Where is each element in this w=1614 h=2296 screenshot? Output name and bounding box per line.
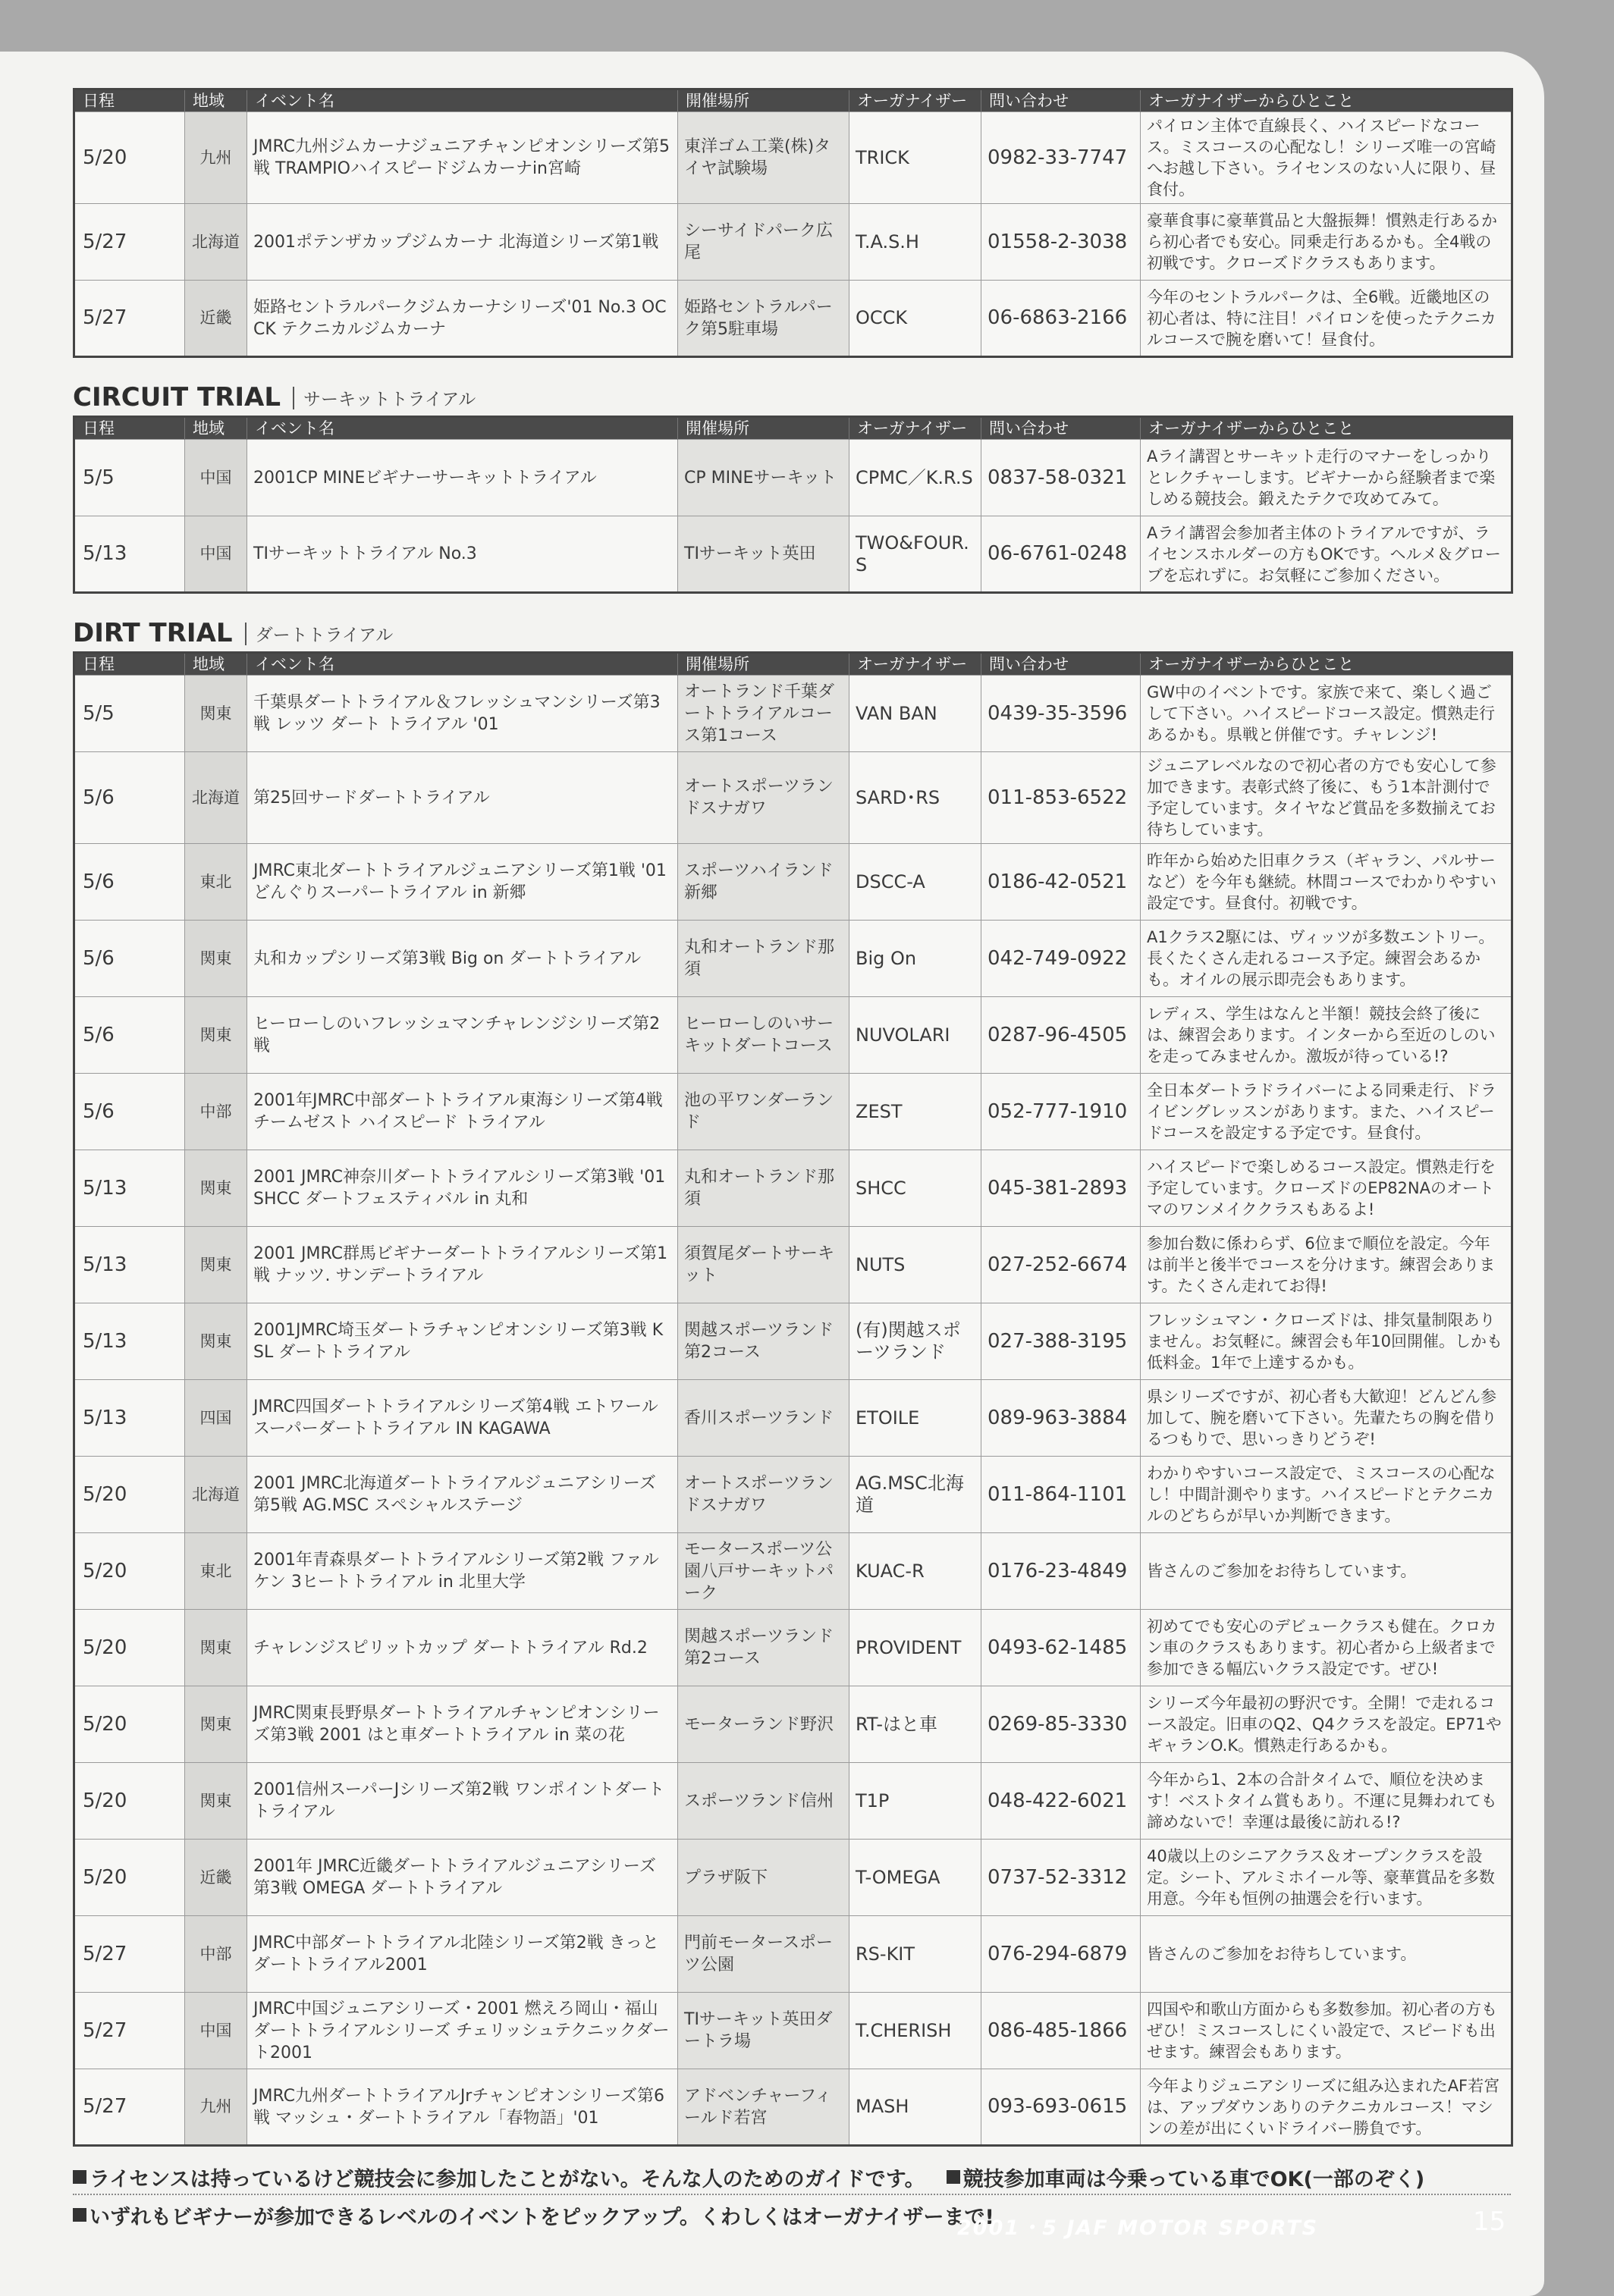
date-cell: 5/5 — [74, 676, 185, 752]
table-row — [74, 281, 1512, 357]
message-cell: 今年よりジュニアシリーズに組み込まれたAF若宮は、アップダウンありのテクニカルコース！マシンの差が出にくいドライバー勝負です。 — [1141, 2069, 1512, 2146]
organizer-cell: TRICK — [849, 112, 981, 204]
organizer-cell: ETOILE — [849, 1380, 981, 1457]
section-subtitle: サーキットトライアル — [303, 390, 476, 409]
message-cell: 皆さんのご参加をお待ちしています。 — [1141, 1533, 1512, 1610]
contact-cell: 0186-42-0521 — [981, 844, 1141, 921]
message-cell: 全日本ダートラドライバーによる同乗走行、ドライビングレッスンがあります。また、ハイスピードコースを設定する予定です。昼食付。 — [1141, 1074, 1512, 1150]
event-name-cell: 2001JMRC埼玉ダートラチャンピオンシリーズ第3戦 KSL ダートトライアル — [247, 1303, 678, 1380]
message-cell: ハイスピードで楽しめるコース設定。慣熟走行を予定しています。クローズドのEP82NAのオートマのワンメイククラスもあるよ! — [1141, 1150, 1512, 1227]
table-row — [74, 1303, 1512, 1380]
date-cell: 5/13 — [74, 1303, 185, 1380]
event-name-cell: 2001年JMRC中部ダートトライアル東海シリーズ第4戦 チームゼスト ハイスピード トライアル — [247, 1074, 678, 1150]
area-cell: 関東 — [185, 921, 247, 997]
col-area-header: 地域 — [185, 89, 247, 112]
message-cell: Aライ講習とサーキット走行のマナーをしっかりとレクチャーします。ビギナーから経験者まで楽しめる競技会。鍛えたテクで攻めてみて。 — [1141, 440, 1512, 516]
contact-cell: 0493-62-1485 — [981, 1610, 1141, 1686]
circuit-trial-rows — [74, 440, 1512, 593]
venue-cell: シーサイドパーク広尾 — [678, 204, 849, 281]
date-cell: 5/5 — [74, 440, 185, 516]
contact-cell: 01558-2-3038 — [981, 204, 1141, 281]
event-name-cell: チャレンジスピリットカップ ダートトライアル Rd.2 — [247, 1610, 678, 1686]
organizer-cell: SARD･RS — [849, 752, 981, 844]
event-name-cell: JMRC中部ダートトライアル北陸シリーズ第2戦 きっとダートトライアル2001 — [247, 1916, 678, 1993]
table-row — [74, 752, 1512, 844]
area-cell: 九州 — [185, 112, 247, 204]
col-contact-header: 問い合わせ — [981, 417, 1141, 440]
message-cell: 今年のセントラルパークは、全6戦。近畿地区の初心者は、特に注目！パイロンを使ったテクニカルコースで腕を磨いて！昼食付。 — [1141, 281, 1512, 357]
area-cell: 関東 — [185, 1763, 247, 1840]
date-cell: 5/13 — [74, 516, 185, 593]
magazine-footer: 2001・5 JAF MOTOR SPORTS — [957, 2216, 1319, 2240]
note-text: いずれもビギナーが参加できるレベルのイベントをピックアップ。くわしくはオーガナイザーまで! — [89, 2205, 994, 2229]
contact-cell: 086-485-1866 — [981, 1993, 1141, 2069]
organizer-cell: DSCC-A — [849, 844, 981, 921]
col-area-header: 地域 — [185, 417, 247, 440]
contact-cell: 0269-85-3330 — [981, 1686, 1141, 1763]
col-venue-header: 開催場所 — [678, 417, 849, 440]
message-cell: レディス、学生はなんと半額！競技会終了後には、練習会あります。インターから至近のしのいを走ってみませんか。激坂が待っている!? — [1141, 997, 1512, 1074]
contact-cell: 093-693-0615 — [981, 2069, 1141, 2146]
venue-cell: 関越スポーツランド第2コース — [678, 1610, 849, 1686]
date-cell: 5/27 — [74, 281, 185, 357]
col-organizer-header: オーガナイザー — [849, 417, 981, 440]
date-cell: 5/6 — [74, 844, 185, 921]
section-divider — [293, 387, 294, 409]
contact-cell: 0176-23-4849 — [981, 1533, 1141, 1610]
message-cell: シリーズ今年最初の野沢です。全開！で走れるコース設定。旧車のQ2、Q4クラスを設定。EP71やギャランO.K。慣熟走行あるかも。 — [1141, 1686, 1512, 1763]
message-cell: パイロン主体で直線長く、ハイスピードなコース。ミスコースの心配なし！シリーズ唯一の宮崎へお越し下さい。ライセンスのない人に限り、昼食付。 — [1141, 112, 1512, 204]
area-cell: 四国 — [185, 1380, 247, 1457]
message-cell: ジュニアレベルなので初心者の方でも安心して参加できます。表彰式終了後に、もう1本計測付で予定しています。タイヤなど賞品を多数揃えてお待ちしています。 — [1141, 752, 1512, 844]
date-cell: 5/27 — [74, 1993, 185, 2069]
organizer-cell: NUVOLARI — [849, 997, 981, 1074]
table-row — [74, 1074, 1512, 1150]
message-cell: 参加台数に係わらず、6位まで順位を設定。今年は前半と後半でコースを分けます。練習会あります。たくさん走れてお得! — [1141, 1227, 1512, 1303]
contact-cell: 011-864-1101 — [981, 1457, 1141, 1533]
event-name-cell: JMRC東北ダートトライアルジュニアシリーズ第1戦 '01 どんぐりスーパートライアル in 新郷 — [247, 844, 678, 921]
date-cell: 5/20 — [74, 1610, 185, 1686]
table-row — [74, 1457, 1512, 1533]
date-cell: 5/6 — [74, 921, 185, 997]
contact-cell: 06-6761-0248 — [981, 516, 1141, 593]
event-name-cell: 第25回サードダートトライアル — [247, 752, 678, 844]
area-cell: 近畿 — [185, 281, 247, 357]
dirt-trial-rows — [74, 676, 1512, 2146]
contact-cell: 027-252-6674 — [981, 1227, 1141, 1303]
event-name-cell: 2001ポテンザカップジムカーナ 北海道シリーズ第1戦 — [247, 204, 678, 281]
contact-cell: 045-381-2893 — [981, 1150, 1141, 1227]
col-date-header: 日程 — [74, 89, 185, 112]
event-name-cell: 2001 JMRC群馬ビギナーダートトライアルシリーズ第1戦 ナッツ. サンデートライアル — [247, 1227, 678, 1303]
message-cell: 豪華食事に豪華賞品と大盤振舞！慣熟走行あるから初心者でも安心。同乗走行あるかも。全4戦の初戦です。クローズドクラスもあります。 — [1141, 204, 1512, 281]
table-row — [74, 204, 1512, 281]
contact-cell: 011-853-6522 — [981, 752, 1141, 844]
date-cell: 5/6 — [74, 752, 185, 844]
event-name-cell: 2001CP MINEビギナーサーキットトライアル — [247, 440, 678, 516]
organizer-cell: MASH — [849, 2069, 981, 2146]
event-name-cell: ヒーローしのいフレッシュマンチャレンジシリーズ第2戦 — [247, 997, 678, 1074]
organizer-cell: T-OMEGA — [849, 1840, 981, 1916]
area-cell: 関東 — [185, 1150, 247, 1227]
organizer-cell: T.CHERISH — [849, 1993, 981, 2069]
table-header-row — [74, 417, 1512, 440]
area-cell: 中部 — [185, 1074, 247, 1150]
venue-cell: 須賀尾ダートサーキット — [678, 1227, 849, 1303]
date-cell: 5/13 — [74, 1227, 185, 1303]
note-item — [73, 2200, 994, 2230]
area-cell: 北海道 — [185, 1457, 247, 1533]
table-row — [74, 1533, 1512, 1610]
event-name-cell: 丸和カップシリーズ第3戦 Big on ダートトライアル — [247, 921, 678, 997]
message-cell: GW中のイベントです。家族で来て、楽しく過ごして下さい。ハイスピードコース設定。慣熟走行あるかも。県戦と併催です。チャレンジ! — [1141, 676, 1512, 752]
contact-cell: 0982-33-7747 — [981, 112, 1141, 204]
contact-cell: 0837-58-0321 — [981, 440, 1141, 516]
date-cell: 5/20 — [74, 1763, 185, 1840]
date-cell: 5/6 — [74, 997, 185, 1074]
bullet-square-icon — [947, 2170, 960, 2184]
note-text: ライセンスは持っているけど競技会に参加したことがない。そんな人のためのガイドです。 — [89, 2167, 925, 2191]
date-cell: 5/27 — [74, 2069, 185, 2146]
area-cell: 関東 — [185, 1227, 247, 1303]
organizer-cell: T.A.S.H — [849, 204, 981, 281]
table-row — [74, 1763, 1512, 1840]
organizer-cell: VAN BAN — [849, 676, 981, 752]
area-cell: 北海道 — [185, 752, 247, 844]
col-organizer-header: オーガナイザー — [849, 89, 981, 112]
event-name-cell: JMRC関東長野県ダートトライアルチャンピオンシリーズ第3戦 2001 はと車ダートトライアル in 菜の花 — [247, 1686, 678, 1763]
note-item — [947, 2163, 1425, 2192]
venue-cell: スポーツランド信州 — [678, 1763, 849, 1840]
event-name-cell: JMRC四国ダートトライアルシリーズ第4戦 エトワールスーパーダートトライアル IN KAGAWA — [247, 1380, 678, 1457]
table-header-row — [74, 653, 1512, 676]
organizer-cell: (有)関越スポーツランド — [849, 1303, 981, 1380]
area-cell: 中国 — [185, 440, 247, 516]
message-cell: A1クラス2駆には、ヴィッツが多数エントリー。長くたくさん走れるコース予定。練習会あるかも。オイルの展示即売会もあります。 — [1141, 921, 1512, 997]
message-cell: 今年から1、2本の合計タイムで、順位を決めます！ベストタイム賞もあり。不運に見舞われても諦めないで！幸運は最後に訪れる!? — [1141, 1763, 1512, 1840]
col-venue-header: 開催場所 — [678, 653, 849, 676]
organizer-cell: SHCC — [849, 1150, 981, 1227]
area-cell: 関東 — [185, 1610, 247, 1686]
area-cell: 東北 — [185, 1533, 247, 1610]
dirt-trial-table — [73, 651, 1513, 2147]
table-row — [74, 1686, 1512, 1763]
venue-cell: 姫路セントラルパーク第5駐車場 — [678, 281, 849, 357]
section-divider — [245, 623, 246, 645]
venue-cell: TIサーキット英田ダートラ場 — [678, 1993, 849, 2069]
organizer-cell: KUAC-R — [849, 1533, 981, 1610]
area-cell: 関東 — [185, 1686, 247, 1763]
area-cell: 近畿 — [185, 1840, 247, 1916]
date-cell: 5/20 — [74, 1686, 185, 1763]
col-venue-header: 開催場所 — [678, 89, 849, 112]
date-cell: 5/6 — [74, 1074, 185, 1150]
date-cell: 5/20 — [74, 1840, 185, 1916]
area-cell: 中国 — [185, 516, 247, 593]
event-name-cell: 2001年 JMRC近畿ダートトライアルジュニアシリーズ第3戦 OMEGA ダートトライアル — [247, 1840, 678, 1916]
event-name-cell: 千葉県ダートトライアル＆フレッシュマンシリーズ第3戦 レッツ ダート トライアル '01 — [247, 676, 678, 752]
venue-cell: 丸和オートランド那須 — [678, 1150, 849, 1227]
venue-cell: 香川スポーツランド — [678, 1380, 849, 1457]
event-name-cell: JMRC中国ジュニアシリーズ・2001 燃えろ岡山・福山ダートトライアルシリーズ チェリッシュテクニックダート2001 — [247, 1993, 678, 2069]
organizer-cell: PROVIDENT — [849, 1610, 981, 1686]
area-cell: 関東 — [185, 1303, 247, 1380]
contact-cell: 0287-96-4505 — [981, 997, 1141, 1074]
table-row — [74, 516, 1512, 593]
section-title: CIRCUIT TRIAL — [73, 382, 281, 412]
table-row — [74, 1916, 1512, 1993]
table-row — [74, 112, 1512, 204]
area-cell: 東北 — [185, 844, 247, 921]
bullet-square-icon — [73, 2208, 86, 2222]
page-sheet — [0, 52, 1544, 2296]
venue-cell: 丸和オートランド那須 — [678, 921, 849, 997]
col-area-header: 地域 — [185, 653, 247, 676]
venue-cell: ヒーローしのいサーキットダートコース — [678, 997, 849, 1074]
table-row — [74, 1993, 1512, 2069]
organizer-cell: Big On — [849, 921, 981, 997]
col-date-header: 日程 — [74, 417, 185, 440]
section-subtitle: ダートトライアル — [255, 626, 394, 645]
col-name-header: イベント名 — [247, 417, 678, 440]
venue-cell: スポーツハイランド新郷 — [678, 844, 849, 921]
event-name-cell: JMRC九州ダートトライアルJrチャンピオンシリーズ第6戦 マッシュ・ダートトライアル「春物語」'01 — [247, 2069, 678, 2146]
area-cell: 北海道 — [185, 204, 247, 281]
section-title: DIRT TRIAL — [73, 618, 233, 648]
message-cell: Aライ講習会参加者主体のトライアルですが、ライセンスホルダーの方もOKです。ヘルメ＆グローブを忘れずに。お気軽にご参加ください。 — [1141, 516, 1512, 593]
contact-cell: 089-963-3884 — [981, 1380, 1141, 1457]
col-name-header: イベント名 — [247, 89, 678, 112]
organizer-cell: RS-KIT — [849, 1916, 981, 1993]
venue-cell: モーターランド野沢 — [678, 1686, 849, 1763]
organizer-cell: OCCK — [849, 281, 981, 357]
col-message-header: オーガナイザーからひとこと — [1141, 89, 1512, 112]
organizer-cell: ZEST — [849, 1074, 981, 1150]
dotted-divider — [73, 2194, 1511, 2195]
circuit-trial-heading — [73, 375, 1511, 412]
venue-cell: アドベンチャーフィールド若宮 — [678, 2069, 849, 2146]
organizer-cell: T1P — [849, 1763, 981, 1840]
venue-cell: プラザ阪下 — [678, 1840, 849, 1916]
venue-cell: 門前モータースポーツ公園 — [678, 1916, 849, 1993]
message-cell: 県シリーズですが、初心者も大歓迎！どんどん参加して、腕を磨いて下さい。先輩たちの胸を借りるつもりで、思いっきりどうぞ! — [1141, 1380, 1512, 1457]
table-row — [74, 676, 1512, 752]
date-cell: 5/20 — [74, 112, 185, 204]
contact-cell: 076-294-6879 — [981, 1916, 1141, 1993]
area-cell: 関東 — [185, 676, 247, 752]
date-cell: 5/13 — [74, 1150, 185, 1227]
organizer-cell: RT-はと車 — [849, 1686, 981, 1763]
event-name-cell: 2001信州スーパーJシリーズ第2戦 ワンポイントダートトライアル — [247, 1763, 678, 1840]
message-cell: フレッシュマン・クローズドは、排気量制限ありません。お気軽に。練習会も年10回開催。しかも低料金。1年で上達するかも。 — [1141, 1303, 1512, 1380]
contact-cell: 052-777-1910 — [981, 1074, 1141, 1150]
col-name-header: イベント名 — [247, 653, 678, 676]
venue-cell: オートスポーツランドスナガワ — [678, 1457, 849, 1533]
col-message-header: オーガナイザーからひとこと — [1141, 653, 1512, 676]
message-cell: 皆さんのご参加をお待ちしています。 — [1141, 1916, 1512, 1993]
table-row — [74, 2069, 1512, 2146]
organizer-cell: CPMC／K.R.S — [849, 440, 981, 516]
col-contact-header: 問い合わせ — [981, 89, 1141, 112]
event-name-cell: JMRC九州ジムカーナジュニアチャンピオンシリーズ第5戦 TRAMPIOハイスピードジムカーナin宮崎 — [247, 112, 678, 204]
table-row — [74, 1227, 1512, 1303]
table-row — [74, 997, 1512, 1074]
area-cell: 関東 — [185, 997, 247, 1074]
date-cell: 5/27 — [74, 204, 185, 281]
table-header-row — [74, 89, 1512, 112]
organizer-cell: NUTS — [849, 1227, 981, 1303]
organizer-cell: TWO&FOUR.S — [849, 516, 981, 593]
table-row — [74, 1840, 1512, 1916]
venue-cell: 関越スポーツランド第2コース — [678, 1303, 849, 1380]
gymkhana-table — [73, 88, 1513, 358]
col-contact-header: 問い合わせ — [981, 653, 1141, 676]
date-cell: 5/20 — [74, 1533, 185, 1610]
note-text: 競技参加車両は今乗っている車でOK(一部のぞく) — [962, 2167, 1425, 2191]
col-message-header: オーガナイザーからひとこと — [1141, 417, 1512, 440]
venue-cell: オートスポーツランドスナガワ — [678, 752, 849, 844]
venue-cell: 東洋ゴム工業(株)タイヤ試験場 — [678, 112, 849, 204]
venue-cell: 池の平ワンダーランド — [678, 1074, 849, 1150]
table-row — [74, 1150, 1512, 1227]
event-name-cell: 2001 JMRC神奈川ダートトライアルシリーズ第3戦 '01 SHCC ダートフェスティバル in 丸和 — [247, 1150, 678, 1227]
area-cell: 中国 — [185, 1993, 247, 2069]
message-cell: わかりやすいコース設定で、ミスコースの心配なし！中間計測やります。ハイスピードとテクニカルのどちらが早いか判断できます。 — [1141, 1457, 1512, 1533]
gymkhana-rows — [74, 112, 1512, 357]
event-name-cell: TIサーキットトライアル No.3 — [247, 516, 678, 593]
area-cell: 中部 — [185, 1916, 247, 1993]
contact-cell: 042-749-0922 — [981, 921, 1141, 997]
col-date-header: 日程 — [74, 653, 185, 676]
note-line-1 — [73, 2162, 1511, 2192]
date-cell: 5/20 — [74, 1457, 185, 1533]
venue-cell: モータースポーツ公園八戸サーキットパーク — [678, 1533, 849, 1610]
bullet-square-icon — [73, 2170, 86, 2184]
date-cell: 5/13 — [74, 1380, 185, 1457]
table-row — [74, 1380, 1512, 1457]
dirt-trial-heading — [73, 610, 1511, 648]
area-cell: 九州 — [185, 2069, 247, 2146]
contact-cell: 0737-52-3312 — [981, 1840, 1141, 1916]
venue-cell: CP MINEサーキット — [678, 440, 849, 516]
message-cell: 40歳以上のシニアクラス＆オープンクラスを設定。シート、アルミホイール等、豪華賞品を多数用意。今年も恒例の抽選会を行います。 — [1141, 1840, 1512, 1916]
page-number: 15 — [1473, 2207, 1506, 2237]
table-row — [74, 1610, 1512, 1686]
table-row — [74, 844, 1512, 921]
message-cell: 初めてでも安心のデビュークラスも健在。クロカン車のクラスもあります。初心者から上級者まで参加できる幅広いクラス設定です。ぜひ! — [1141, 1610, 1512, 1686]
table-row — [74, 921, 1512, 997]
venue-cell: オートランド千葉ダートトライアルコース第1コース — [678, 676, 849, 752]
contact-cell: 048-422-6021 — [981, 1763, 1141, 1840]
col-organizer-header: オーガナイザー — [849, 653, 981, 676]
contact-cell: 06-6863-2166 — [981, 281, 1141, 357]
note-item — [73, 2163, 925, 2192]
organizer-cell: AG.MSC北海道 — [849, 1457, 981, 1533]
event-name-cell: 2001年青森県ダートトライアルシリーズ第2戦 ファルケン 3ヒートトライアル in 北里大学 — [247, 1533, 678, 1610]
event-name-cell: 姫路セントラルパークジムカーナシリーズ'01 No.3 OCCK テクニカルジムカーナ — [247, 281, 678, 357]
event-name-cell: 2001 JMRC北海道ダートトライアルジュニアシリーズ第5戦 AG.MSC スペシャルステージ — [247, 1457, 678, 1533]
circuit-trial-table — [73, 416, 1513, 594]
table-row — [74, 440, 1512, 516]
contact-cell: 0439-35-3596 — [981, 676, 1141, 752]
message-cell: 昨年から始めた旧車クラス（ギャラン、パルサーなど）を今年も継続。林間コースでわかりやすい設定です。昼食付。初戦です。 — [1141, 844, 1512, 921]
venue-cell: TIサーキット英田 — [678, 516, 849, 593]
content — [73, 88, 1511, 2230]
message-cell: 四国や和歌山方面からも多数参加。初心者の方もぜひ！ミスコースしにくい設定で、スピードも出せます。練習会もあります。 — [1141, 1993, 1512, 2069]
date-cell: 5/27 — [74, 1916, 185, 1993]
contact-cell: 027-388-3195 — [981, 1303, 1141, 1380]
